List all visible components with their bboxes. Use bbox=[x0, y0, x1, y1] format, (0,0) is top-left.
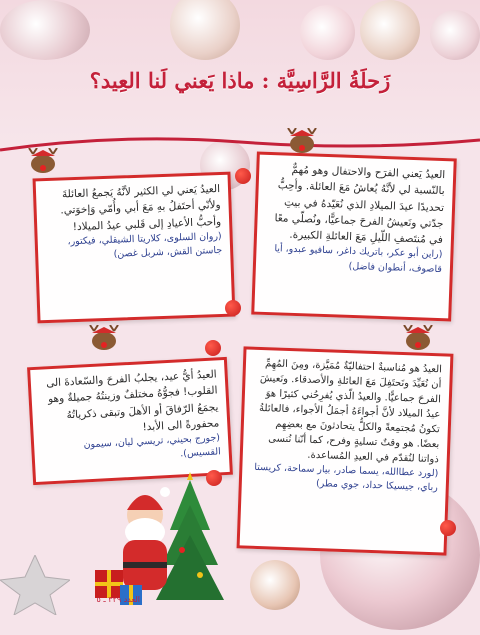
red-ornament-dot bbox=[225, 300, 241, 316]
santa-illustration bbox=[90, 470, 240, 610]
reindeer-icon bbox=[400, 325, 440, 353]
quote-text: العيدُ هو مُناسبةٌ احتفاليّةٌ مُمَيَّزة، ومِنَ المُهِمِّ أن نُعَيِّدَ ونَحتَفِلَ مَعَ العائلةِ والأصدقاء. ونَعيشَ الفرحَ جماعيًّا. والعيدُ الّذي يُفرِحُني كثيرًا هوَ عيدُ الميلاد لأنَّ أجواءَهُ أجمَلُ الأجواء، فالعائلةُ تكونُ مُجتمِعةً والكلُّ يتحادثونَ مع بعضِهِم بعضًا. هو وقتٌ تسليةٍ وفرح، كما أنّنا نُنسى ذواتنا لنُقدّم في العيدِ المُساعدة. bbox=[258, 358, 443, 466]
red-ornament-dot bbox=[235, 168, 251, 184]
reindeer-icon bbox=[25, 148, 65, 176]
quote-credit: (لورد عطاالله، يسما صادر، بيار سماحة، كريستا رباي، جيسيكا حداد، جوي مطر) bbox=[254, 461, 439, 494]
quote-card-top-left bbox=[33, 172, 236, 324]
quote-credit: (جورج بحيني، تريسي ليان، سيمون القسيس). bbox=[83, 432, 222, 460]
ornament-ball bbox=[360, 0, 420, 60]
ornament-ball bbox=[430, 10, 480, 60]
quote-credit: (روان السلوى، كلاريتا الشيقلي، فيكتور، جاستن القش، شربل غصن) bbox=[67, 230, 223, 260]
reindeer-icon bbox=[86, 325, 126, 353]
quote-text: العيدُ يَعني لي الكثير لأنَّهُ يَجمعُ العائلةَ ولأنّي أحتَفلُ بهِ مَعَ أبي وأُمّي وَإخوَتي. وأحبُّ الأعيادِ إلى قَلبي عيدُ الميلاد! bbox=[60, 182, 222, 233]
page-footer: العدد ٣٢٩ ـ ٥ bbox=[96, 595, 140, 604]
quote-card-bottom-left bbox=[27, 357, 233, 485]
quote-card-top-right bbox=[251, 152, 457, 322]
page-title: زَحلَةُ الرَّاسِيَّة : ماذا يَعني لَنا العِيد؟ bbox=[89, 68, 391, 93]
ornament-ball bbox=[300, 5, 355, 60]
red-ornament-dot bbox=[440, 520, 456, 536]
ornament-ball bbox=[0, 0, 90, 60]
ornament-ball bbox=[250, 560, 300, 610]
quote-text: العيدُ يَعني الفرَح والاحتفال وهو مُهمٌّ بالنّسبة لي لأنَّهُ يُعاشُ مَعَ العائلة. وأحِبُّ تحديدًا عيدَ الميلادِ الذي نُعَيّدهُ في بيتِ جدّتي ونَعيشُ الفرحَ جماعيًّا، ونُصلّي معًا في مُنتَصفِ اللّيلِ مَعَ العائلةِ الكبيرة. bbox=[274, 163, 446, 247]
quote-credit: (راين أبو عكر، باتريك داغر، سافيو عبدو، أيا قاصوف، أنطوان فاضل) bbox=[274, 243, 443, 275]
quote-card-bottom-right bbox=[237, 346, 454, 555]
red-ornament-dot bbox=[205, 340, 221, 356]
quote-text: العيدُ أيُّ عيد، يجلبُ الفرحَ والسّعادةَ الى القلوب! فجوُّهُ مختلفٌ وزينتُهُ جميلةٌ وهو يجمَعُ الرّفاقَ أو الأهلَ وتبقى ذكرياتُهُ محفورةً الى الأبد! bbox=[45, 368, 220, 434]
